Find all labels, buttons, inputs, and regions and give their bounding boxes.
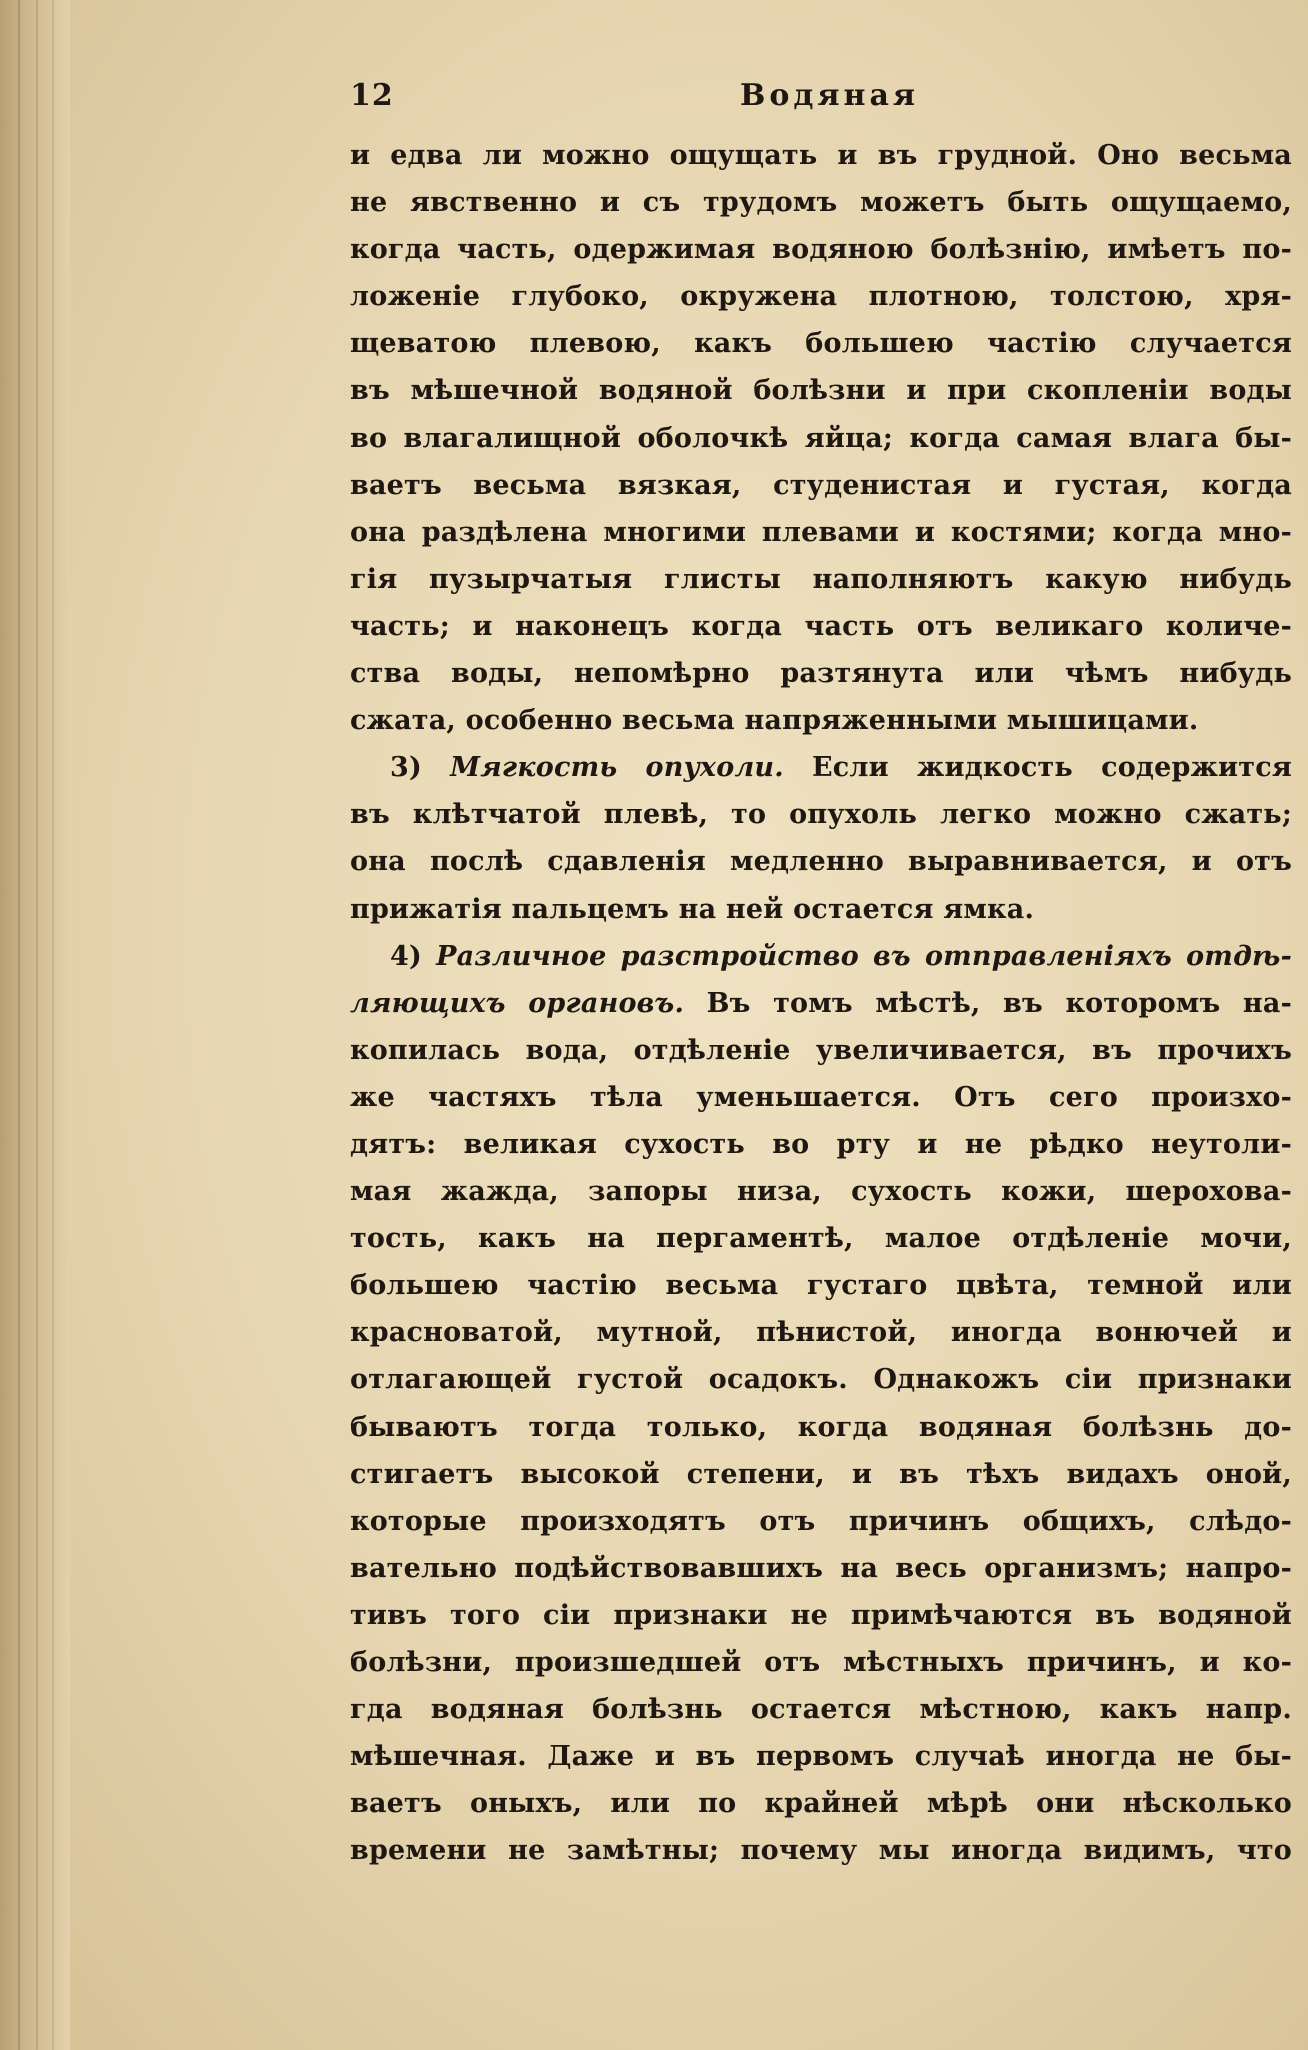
text-line: мѣшечная. Даже и въ первомъ случаѣ иногда не бы- <box>350 1741 1292 1773</box>
text-line: и едва ли можно ощущать и въ грудной. Оно весьма <box>350 140 1292 171</box>
text-line: большею частію весьма густаго цвѣта, темной или <box>350 1270 1292 1302</box>
text-line: часть; и наконецъ когда часть отъ великаго количе- <box>350 610 1292 642</box>
text-line: тивъ того сіи признаки не примѣчаются въ водяной <box>350 1599 1292 1631</box>
text-line: же частяхъ тѣла уменьшается. Отъ сего произхо- <box>350 1081 1292 1113</box>
text-line: во влагалищной оболочкѣ яйца; когда самая влага бы- <box>350 422 1292 454</box>
text-line: бываютъ тогда только, когда водяная болѣзнь до- <box>350 1411 1292 1443</box>
item-number: 3) <box>390 752 422 784</box>
text-line: когда часть, одержимая водяною болѣзнію, имѣетъ по- <box>350 234 1292 266</box>
text-line: которые произходятъ отъ причинъ общихъ, слѣдо- <box>350 1505 1292 1537</box>
page-header <box>350 78 1280 122</box>
item-4-heading-line <box>350 933 1292 980</box>
text-line: гда водяная болѣзнь остается мѣстною, какъ напр. <box>350 1694 1292 1726</box>
text-line: болѣзни, произшедшей отъ мѣстныхъ причинъ, и ко- <box>350 1647 1292 1678</box>
text-line: дятъ: великая сухость во рту и не рѣдко неутоли- <box>350 1128 1292 1160</box>
text-line: щеватою плевою, какъ большею частію случается <box>350 328 1292 360</box>
text-line: не явственно и съ трудомъ можетъ быть ощущаемо, <box>350 187 1292 219</box>
text-line: стигаетъ высокой степени, и въ тѣхъ видахъ оной, <box>350 1458 1292 1490</box>
body-text <box>350 132 1292 1874</box>
text-line: ваетъ весьма вязкая, студенистая и густая, когда <box>350 469 1292 501</box>
running-head: Водяная <box>740 78 920 113</box>
item-3-heading-line <box>350 744 1292 791</box>
text-line: она послѣ сдавленія медленно выравнивается, и отъ <box>350 846 1292 878</box>
item-title: Мягкость опухоли. <box>450 752 784 784</box>
item-title: Различное разстройство въ отправленіяхъ отдѣ- <box>436 940 1292 972</box>
text-line: прижатія пальцемъ на ней остается ямка. <box>350 893 1035 925</box>
text-line: времени не замѣтны; почему мы иногда видимъ, что <box>350 1835 1292 1867</box>
text-fragment: Въ томъ мѣстѣ, въ которомъ на- <box>706 987 1292 1019</box>
text-line: гія пузырчатыя глисты наполняютъ какую нибудь <box>350 563 1292 595</box>
page-gutter <box>0 0 70 2050</box>
text-line: она раздѣлена многими плевами и костями; когда мно- <box>350 516 1292 548</box>
text-line: ваетъ оныхъ, или по крайней мѣрѣ они нѣсколько <box>350 1788 1292 1820</box>
text-line: ложеніе глубоко, окружена плотною, толстою, хря- <box>350 281 1292 313</box>
gutter-edge <box>52 0 54 2050</box>
text-line: красноватой, мутной, пѣнистой, иногда вонючей и <box>350 1317 1292 1349</box>
text-line: въ клѣтчатой плевѣ, то опухоль легко можно сжать; <box>350 799 1292 831</box>
text-line: отлагающей густой осадокъ. Однакожъ сіи признаки <box>350 1364 1292 1396</box>
item-number: 4) <box>390 940 422 972</box>
page-number: 12 <box>350 78 394 113</box>
text-line: въ мѣшечной водяной болѣзни и при скопленіи воды <box>350 375 1292 407</box>
text-line: сжата, особенно весьма напряженными мышицами. <box>350 705 1199 737</box>
text-line: мая жажда, запоры низа, сухость кожи, шерохова- <box>350 1176 1292 1208</box>
item-title: ляющихъ органовъ. <box>350 987 685 1019</box>
item-4-title-continuation-line <box>350 980 1292 1027</box>
gutter-edge <box>36 0 38 2050</box>
gutter-edge <box>18 0 20 2050</box>
text-line: копилась вода, отдѣленіе увеличивается, въ прочихъ <box>350 1034 1292 1066</box>
text-fragment: Если жидкость содержится <box>812 752 1292 784</box>
text-line: тость, какъ на пергаментѣ, малое отдѣленіе мочи, <box>350 1223 1292 1255</box>
text-line: вательно подѣйствовавшихъ на весь организмъ; напро- <box>350 1552 1292 1584</box>
text-line: ства воды, непомѣрно разтянута или чѣмъ нибудь <box>350 658 1292 690</box>
